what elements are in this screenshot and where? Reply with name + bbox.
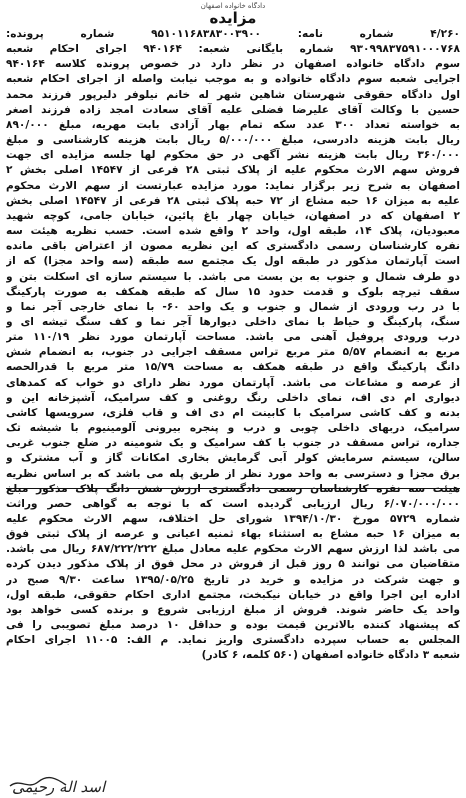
body-line: دیواری ام دی اف، نمای داخلی رنگ روغنی و کف سرامیک، آشپزخانه این و xyxy=(6,391,460,404)
body-line: واحد یک حاضر شوند. فروش از مبلغ ارزیابی شروع و برنده کسی خواهد بود xyxy=(6,603,460,616)
body-line: علیه به میزان ۱۶ حبه مشاع از ۷۲ حبه پلاک ثبتی ۲۸ فرعی از ۱۴۵۴۷ اصلی بخش xyxy=(6,194,460,207)
body-line: المجلس به حساب سپرده دادگستری واریز نماید. م الف: ۱۱۰۰۵ اجرای احکام xyxy=(6,634,460,647)
body-line: شعبه ۳ دادگاه خانواده اصفهان (۵۶۰ کلمه، ۶ کادر) xyxy=(201,649,460,662)
body-line: مربع به انضمام ۵/۵۷ متر مربع تراس مسقف اجرایی در جنوب، به انضمام شش xyxy=(6,346,460,359)
body-line: ۳۶۰/۰۰۰ ریال بابت هزینه نشر آگهی در حق محکوم لها جلسه مزایده ای جهت xyxy=(6,149,460,162)
body-line: اول دادگاه حقوقی شهرستان شاهین شهر له خانم نیلوفر دلیرپور فرزند محمد xyxy=(6,88,460,101)
body-line: متقاضیان می توانند ۵ روز قبل از فروش در محل فوق از پلاک مذکور دیدن کرده xyxy=(6,558,460,571)
body-line: به میزان ۱۶ حبه مشاع به استثناء بهاء ثمنیه اعیانی و عرصه از پلاک ثبتی فوق xyxy=(6,528,460,541)
body-line: است آپارتمان مذکور در طبقه اول یک مجتمع سه طبقه (سه واحد مجزا) که از xyxy=(6,255,460,268)
body-line: به خواسته تعداد ۳۰۰ عدد سکه تمام بهار آزادی بابت مهریه، مبلغ ۸۹۰/۰۰۰ xyxy=(6,118,460,131)
body-line: سرامیک، دربهای داخلی چوبی و درب و پنجره بیرونی آلومینیوم با شیشه تک xyxy=(6,422,460,435)
reference-line: ۴/۲۶۰ شماره نامه: ۹۵۱۰۱۱۶۸۳۸۳۰۰۳۹۰۰ شماره پرونده: xyxy=(6,28,460,40)
body-line: می باشد لذا ارزش سهم الارث محکوم علیه معادل مبلغ ۶۸۷/۲۲۲/۲۲۲ ریال می باشد. xyxy=(6,543,460,556)
body-line: دو طرف شمال و جنوب به بن بست می باشد. با سیستم سازه ای اسکلت بتن و xyxy=(6,270,460,283)
body-line: دانگ پارکینگ واقع در طبقه همکف به مساحت ۱۵/۷۹ متر مربع با قدرالحصه xyxy=(6,361,460,374)
body-line: ۹۳۰۹۹۸۳۷۵۹۱۰۰۰۷۶۸ شماره بایگانی شعبه: ۹۴۰۱۶۴ اجرای احکام شعبه xyxy=(6,43,460,56)
body-line: اصفهان به شرح زیر برگزار نماید: مورد مزایده عبارتست از سهم الارث محکوم xyxy=(6,179,460,192)
notice-title: مزایده xyxy=(209,9,257,27)
body-line: سوم دادگاه خانواده اصفهان در نظر دارد در خصوص پرونده کلاسه ۹۴۰۱۶۴ xyxy=(6,58,460,71)
body-line: اداره این اجرا واقع در خیابان نیکبخت، مجتمع اداری احکام حقوقی، طبقه اول، xyxy=(6,588,460,601)
body-line: سقف تیرچه بلوک و قدمت حدود ۱۵ سال که طبقه همکف به صورت پارکینگ xyxy=(6,285,460,298)
body-line: نفره کارشناسان رسمی دادگستری که این نظریه مصون از اعتراض باقی مانده xyxy=(6,240,460,253)
body-line: اجرایی شعبه سوم دادگاه خانواده و به موجب نیابت واصله از اجرای احکام شعبه xyxy=(6,73,460,86)
body-line: حسین با وکالت آقای علیرضا فضلی علیه آقای سعادت امجد زاده فرزند اصغر xyxy=(6,103,460,116)
body-line: که پیشنهاد کننده بالاترین قیمت بوده و حداقل ۱۰ درصد مبلغ تصویبی را فی xyxy=(6,619,460,632)
body-line: جداره، تراس مسقف در جنوب با کف سرامیک و یک شومینه در ضلع جنوب غربی xyxy=(6,437,460,450)
body-line-struck: هیئت سه نفره کارشناسان رسمی دادگستری ارزش شش دانگ پلاک مذکور مبلغ xyxy=(6,482,460,495)
body-line: معبودیان، پلاک ۱۴، طبقه اول، واحد ۲ واقع شده است. حسب نظریه هیئت سه xyxy=(6,225,460,238)
body-line: از عرصه و مشاعات می باشد. آپارتمان مورد نظر دارای دو خواب که کمدهای xyxy=(6,376,460,389)
body-line: بدنه و کف کاشی سرامیک با کابینت ام دی اف و قاب فلزی، سرویسها کاشی xyxy=(6,406,460,419)
body-line: برق مجزا و دسترسی به واحد مورد نظر از طریق پله می باشد که بر اساس نظریه xyxy=(6,467,460,480)
body-line: سنگ، پارکینگ و حیاط با نمای داخلی دیوارها آجر نما و کف سنگ تیشه ای و xyxy=(6,315,460,328)
body-line: سالن، سیستم سرمایش کولر آبی گرمایش بخاری امکانات گاز و آب مشترک و xyxy=(6,452,460,465)
body-line: درب ورودی پروفیل آهنی می باشد. مساحت آپارتمان مورد نظر ۱۱۰/۱۹ متر xyxy=(6,331,460,344)
notice-body xyxy=(6,42,460,663)
body-line: فروش سهم الارث محکوم علیه از پلاک ثبتی ۲۸ فرعی از ۱۴۵۴۷ اصلی بخش ۲ xyxy=(6,164,460,177)
body-line: ۶/۰۷۰/۰۰۰/۰۰۰ ریال ارزیابی گردیده است که با توجه به گواهی حصر وراثت xyxy=(6,497,460,510)
signature: اسد اله رحیمی xyxy=(12,778,106,796)
top-strip: دادگاه خانواده اصفهان xyxy=(200,2,266,10)
body-line: ۲ اصفهان که در اصفهان، خیابان چهار باغ پائین، خیابان جامی، کوچه شهید xyxy=(6,209,460,222)
body-line: شماره ۵۷۲۹ مورخ ۱۳۹۴/۱۰/۳۰ شورای حل اختلاف، سهم الارث محکوم علیه xyxy=(6,513,460,525)
body-line: ریال بابت هزینه دادرسی، مبلغ ۵/۰۰۰/۰۰۰ ریال بابت هزینه کارشناسی و مبلغ xyxy=(6,134,460,147)
body-line: و جهت شرکت در مزایده و خرید در تاریخ ۱۳۹۵/۰۵/۲۵ ساعت ۹/۳۰ صبح در xyxy=(6,573,460,586)
body-line: با در رب ورودی از شمال و جنوب و یک واحد ۶۰- با نمای خارجی آجر نما و xyxy=(6,300,460,313)
